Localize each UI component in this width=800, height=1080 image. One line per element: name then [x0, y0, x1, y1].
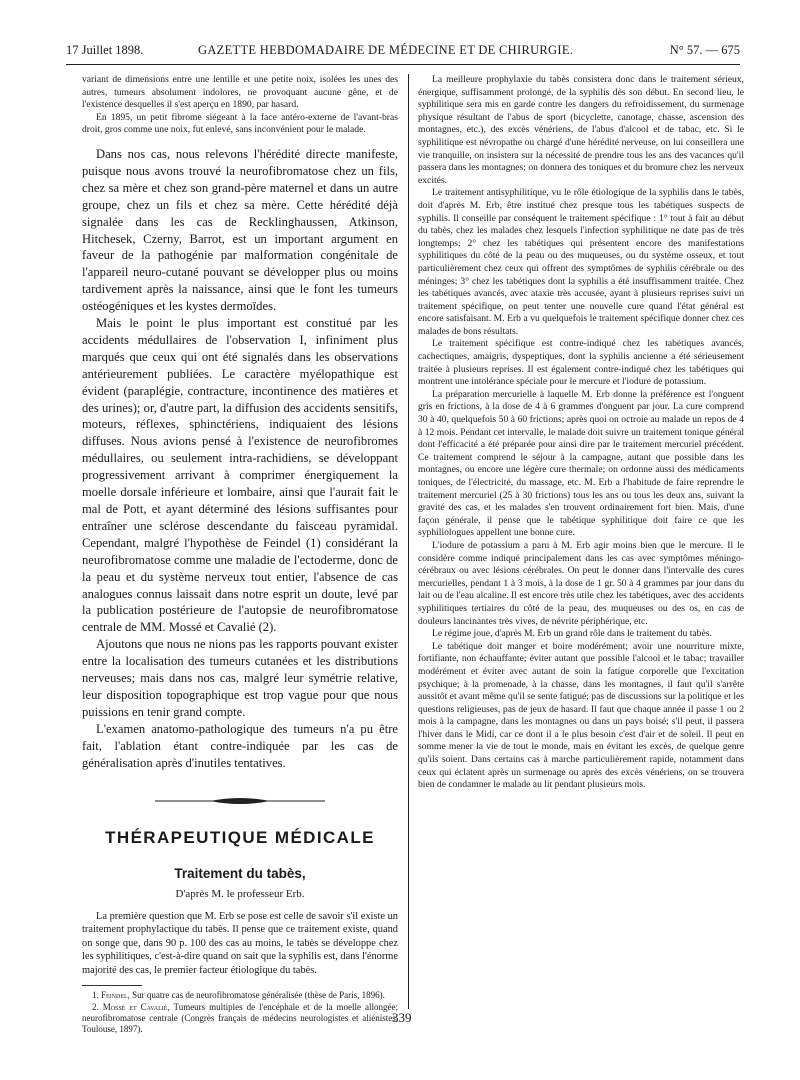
column-rule [408, 74, 409, 1009]
body-paragraph: L'examen anatomo-pathologique des tumeurs n'a pu être fait, l'ablation étant contre-indiquée par les cas de généralisation après d'inutiles tentatives. [82, 721, 398, 770]
body-paragraph: La préparation mercurielle à laquelle M. Erb donne la préférence est l'onguent gris en frictions, à la dose de 4 à 6 grammes d'onguent par jour. La cure comprend 30 à 40, quelquefois 50 à 60 frictions; après quoi on octroie au malade un repos de 4 à 12 mois. Pendant cet intervalle, le malade doit suivre un traitement tonique général dont l'efficacité a été préparée pour ainsi dire par le traitement mercuriel précédent. Ce traitement comprend le séjour à la campagne, autant que possible dans les montagnes, ou encore une légère cure thermale; on ordonne aussi des médicaments toniques, de l'électricité, du massage, etc. M. Erb a l'habitude de faire reprendre le traitement mercuriel (25 à 30 frictions) tous les ans ou tous les deux ans, suivant la gravité des cas, et les malades s'en trouvent ordinairement fort bien. Mais, d'une façon générale, il pense que le tabétique syphilitique doit faire ce que les syphiliologues appellent une bonne cure. [418, 388, 744, 539]
running-header [66, 40, 740, 62]
section-title: THÉRAPEUTIQUE MÉDICALE [105, 827, 375, 847]
ornamental-divider [155, 796, 325, 806]
journal-title: GAZETTE HEBDOMADAIRE DE MÉDECINE ET DE CHIRURGIE. [198, 43, 574, 57]
body-paragraph: L'iodure de potassium a paru à M. Erb agir moins bien que le mercure. Il le considère comme indiqué principalement dans les cas avec symptômes méningo-cérébraux ou avec lésions cérébrales. On peut le donner dans l'intervalle des cures mercurielles, pendant 1 à 3 mois, à la dose de 1 gr. 50 à 4 grammes par jour dans du lait ou de l'eau alcaline. Il est encore très utile chez les tabétiques, avec des accidents syphilitiques tertiaires du côté de la peau, des muqueuses ou des os, en cas de douleurs lancinantes très vives, de névrite périphérique, etc. [418, 539, 744, 627]
case-paragraph: En 1895, un petit fibrome siégeant à la face antéro-externe de l'avant-bras droit, gros comme une noix, fut enlevé, sans inconvénient pour le malade. [82, 111, 398, 136]
body-paragraph: Le régime joue, d'après M. Erb un grand rôle dans le traitement du tabès. [432, 628, 712, 640]
left-column [82, 74, 398, 1035]
footnote-text: Sur quatre cas de neurofibromatose généralisée (thèse de Paris, 1896). [129, 990, 385, 1001]
footnote [82, 1002, 398, 1036]
article-intro: La première question que M. Erb se pose est celle de savoir s'il existe un traitement prophylactique du tabès. Il pense que ce traitement existe, quand on songe que, dans 90 p. 100 des cas au moins, le tabès se développe chez les syphilitiques, c'est-à-dire quand on sait que la syphilis est, dans l'énorme majorité des cas, le premier facteur étiologique du tabès. [82, 910, 398, 976]
header-rule [66, 64, 740, 65]
body-paragraph: Le traitement spécifique est contre-indiqué chez les tabétiques avancés, cachectiques, amaigris, dyspeptiques, dont la syphilis ancienne a été sérieusement traitée à plusieurs reprises. Il est également contre-indiqué chez les tabétiques qui montrent une intolérance spéciale pour le mercure et l'iodure de potassium. [418, 338, 744, 388]
body-paragraph: La meilleure prophylaxie du tabès consistera donc dans le traitement sérieux, énergique, suffisamment prolongé, de la syphilis dès son début. En second lieu, le syphilitique sera mis en garde contre les dangers du refroidissement, du surmenage physique résultant de l'abus de sport (bicyclette, canotage, chasse, ascension des montagnes, etc.), des excès vénériens, de l'abus d'alcool et de tabac, etc. Si le syphilitique est névropathe ou chargé d'une hérédité nerveuse, on lui conseillera une vie tranquille, on insistera sur la nécessité de prendre tous les ans des vacances qu'il passera dans les montagnes; on donnera des toniques et du bromure chez les nerveux excités. [418, 74, 744, 186]
issue-page-number: N° 57. — 675 [669, 43, 740, 57]
body-paragraph: Dans nos cas, nous relevons l'hérédité directe manifeste, puisque nous avons trouvé la neurofibromatose chez un fils, chez sa mère et chez son grand-père maternel et dans un autre groupe, chez un fils et chez sa mère. Cette hérédité déjà signalée dans les cas de Recklinghaussen, Atkinson, Hitchesek, Czerny, Barrot, est un important argument en faveur de la pathogénie par malformation congénitale de l'appareil neuro-cutané pouvant se développer plus ou moins tardivement après la naissance, ainsi que le font les tumeurs ostéogéniques et les kystes dermoïdes. [82, 146, 398, 314]
footnote-author: 1. Feindel, [92, 990, 130, 1001]
body-paragraph: Mais le point le plus important est constitué par les accidents médullaires de l'observation I, infiniment plus marqués que ceux qui ont été signalés dans les observations antérieurement publiées. Le caractère myélopathique est évident (paraplégie, contracture, incontinence des matières et des urines); or, d'autre part, la diffusion des accidents sensitifs, moteurs, réflexes, sphinctériens, indiquaient des lésions diffuses. Nous avions pensé à l'existence de neurofibromes médullaires, ou seulement intra-rachidiens, se développant progressivement arrivant à comprimer énergiquement la moelle dorsale inférieure et lombaire, ainsi que l'aurait fait le mal de Pott, et ayant déterminé des lésions suffisantes pour entraîner une sclérose descendante du faisceau pyramidal. Cependant, malgré l'hypothèse de Feindel (1) considérant la neurofibromatose comme une maladie de l'ectoderme, donc de la peau et du système nerveux tout entier, l'absence de cas analogues connus laissait dans notre esprit un doute, levé par la publication postérieure de l'autopsie de neurofibromatose centrale de MM. Mossé et Cavalié (2). [82, 316, 398, 635]
right-column [418, 74, 744, 1014]
case-paragraph: variant de dimensions entre une lentille et une petite noix, isolées les unes des autres, tumeurs absolument indolores, ne provoquant aucune gêne, et de l'existence desquelles il s'est aperçu en 1890, par hasard. [82, 74, 398, 111]
page-folio: 339 [392, 1010, 412, 1025]
article-title: Traitement du tabès, [174, 865, 306, 881]
footnote-rule [82, 985, 142, 986]
article-byline: D'après M. le professeur Erb. [175, 887, 305, 900]
body-paragraph: Ajoutons que nous ne nions pas les rapports pouvant exister entre la localisation des tumeurs cutanées et les distributions nerveuses; mais dans nos cas, malgré leur symétrie relative, leur disposition topographique est trop vague pour que nous puissions en tenir grand compte. [82, 637, 398, 719]
header-date: 17 Juillet 1898. [66, 43, 144, 57]
body-paragraph: Le tabétique doit manger et boire modérément; avoir une nourriture mixte, fortifiante, non échauffante; éviter autant que possible l'alcool et le tabac; travailler modérément et éviter avec autant de soin la fatigue corporelle que l'excitation psychique; à la promenade, à la chasse, dans les montagnes, il faut qu'il s'arrête aussitôt et avant même qu'il se sente fatigué; pas de discussions sur la politique et les questions religieuses, pas de jeux de hasard. Il faut que chaque année il passe 1 ou 2 mois à la campagne, dans les montagnes ou dans un pays boisé; s'il peut, il passera l'hiver dans le Midi, car ce dont il a le plus besoin c'est d'air et de soleil. Il peut en somme mener la vie de tout le monde, mais en évitant les excès, de quelque genre qu'ils soient. Dans certains cas à marche particulièrement rapide, notamment dans ceux qui éclatent après un surmenage ou après des excès vénériens, on se trouvera bien de condamner le malade au lit pendant plusieurs mois. [418, 640, 744, 791]
footnote-author: 2. Mossé et Cavalié, [92, 1001, 170, 1012]
footnote [82, 990, 398, 1001]
footnote-text: Tumeurs multiples de l'encéphale et de la moelle allongée; neurofibromatose centrale (Congrès français de médecins neurologistes et aliénistes, Toulouse, 1897). [82, 1001, 398, 1035]
body-paragraph: Le traitement antisyphilitique, vu le rôle étiologique de la syphilis dans le tabès, doit d'après M. Erb, être institué chez presque tous les tabétiques suspects de syphilis. Il conseille par conséquent le traitement spécifique : 1° tout à fait au début du tabès, chez les malades chez lesquels l'infection syphilitique ne date pas de très longtemps; 2° chez les tabétiques qui présentent encore des manifestations syphilitiques du côté de la peau ou des muqueuses, ou du système osseux, et tout particulièrement chez ceux qui offrent des symptômes de syphilis cérébrale ou des méninges; 3° chez les tabétiques dont la syphilis a été insuffisamment traitée. Chez les tabétiques avancés, avec ataxie très accusée, ayant à plusieurs reprises suivi un traitement spécifique, on peut tenter une nouvelle cure quand l'état général est encore satisfaisant. M. Erb a vu quelquefois le traitement spécifique donner chez ces malades de bons résultats. [418, 187, 744, 337]
